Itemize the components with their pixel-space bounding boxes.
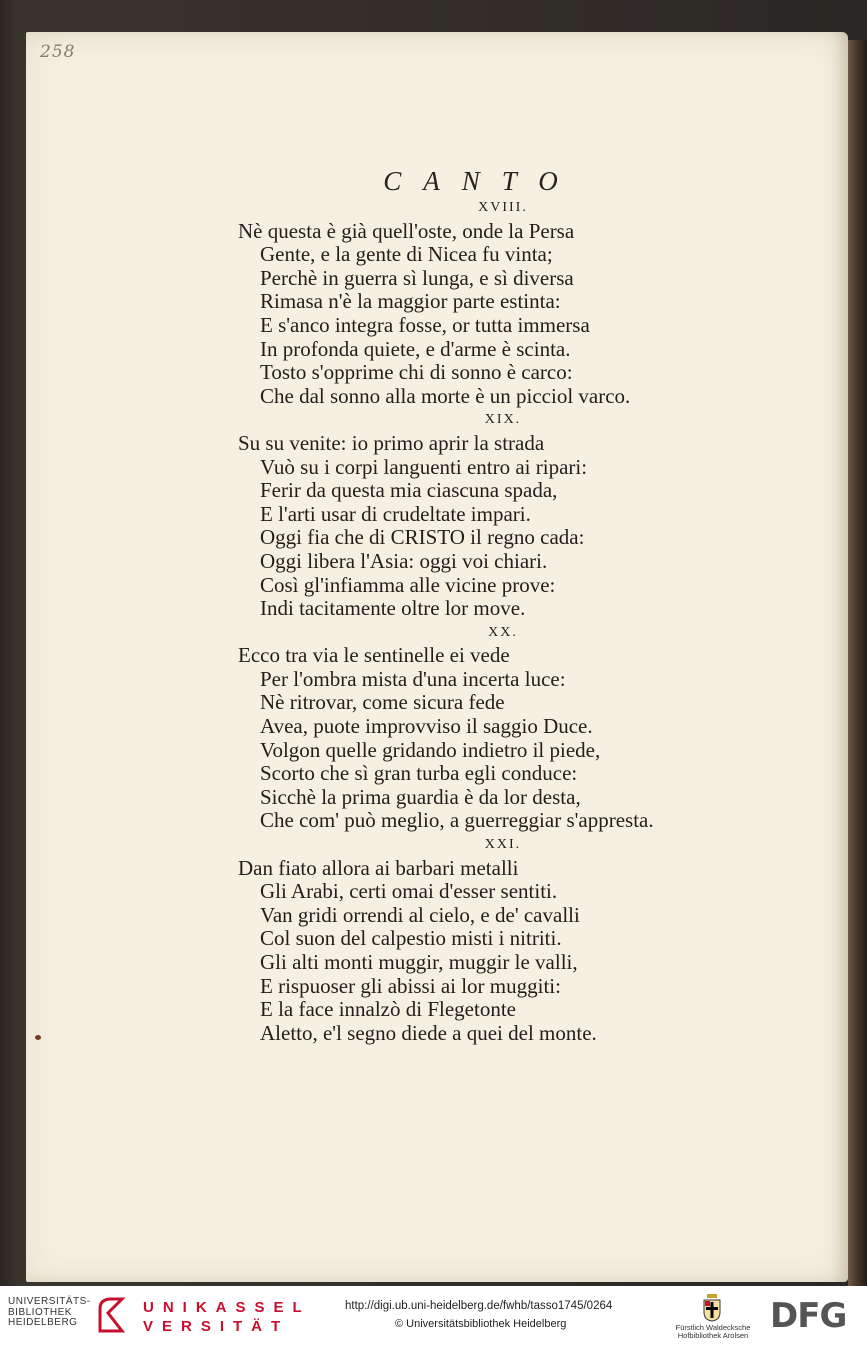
verse-line: Sicchè la prima guardia è da lor desta,	[260, 784, 581, 809]
canto-title: CANTO	[383, 166, 580, 196]
uni-kassel-logo[interactable]: UNIKASSEL VERSITÄT	[143, 1299, 311, 1335]
verse-line: Avea, puote improvviso il saggio Duce.	[260, 714, 593, 739]
verse-line: E l'arti usar di crudeltate impari.	[260, 501, 531, 526]
stanza-number: XVIII.	[478, 200, 528, 215]
verse-line: E s'anco integra fosse, or tutta immersa	[260, 312, 590, 337]
verse-line: Ferir da questa mia ciascuna spada,	[260, 478, 558, 503]
verse-line: Tosto s'opprime chi di sonno è carco:	[260, 360, 573, 385]
verse-line: E la face innalzò di Flegetonte	[260, 997, 516, 1022]
verse-line: Indi tacitamente oltre lor move.	[260, 596, 526, 621]
dfg-logo[interactable]: DFG	[770, 1296, 847, 1336]
verse-line: Oggi libera l'Asia: oggi voi chiari.	[260, 548, 548, 573]
verse-line: Ecco tra via le sentinelle ei vede	[238, 643, 510, 668]
verse-line: In profonda quiete, e d'arme è scinta.	[260, 336, 571, 361]
verse-line: Perchè in guerra sì lunga, e sì diversa	[260, 265, 574, 290]
arolsen-library-text: Fürstlich Waldecksche Hofbibliothek Arolsen	[675, 1323, 751, 1340]
verse-line: Rimasa n'è la maggior parte estinta:	[260, 289, 561, 314]
verse-line: Van gridi orrendi al cielo, e de' cavalli	[260, 902, 580, 927]
verse-line: Che dal sonno alla morte è un picciol varco.	[260, 383, 631, 408]
poem-body	[238, 196, 758, 1045]
verse-line: Vuò su i corpi languenti entro ai ripari:	[260, 454, 588, 479]
ink-spot	[35, 1035, 41, 1040]
ub-heidelberg-logo-text[interactable]: UNIVERSITÄTS- BIBLIOTHEK HEIDELBERG	[8, 1296, 91, 1328]
ub-heidelberg-emblem-icon[interactable]	[96, 1295, 126, 1335]
stanza-number: XXI.	[484, 837, 522, 853]
verse-line: Nè questa è già quell'oste, onde la Persa	[238, 218, 575, 243]
verse-line: Gli Arabi, certi omai d'esser sentiti.	[260, 879, 558, 904]
verse-line: Volgon quelle gridando indietro il piede,	[260, 737, 601, 762]
verse-line: Oggi fia che di CRISTO il regno cada:	[260, 525, 585, 550]
verse-line: Nè ritrovar, come sicura fede	[260, 690, 505, 715]
verse-line: Che com' può meglio, a guerreggiar s'appresta.	[260, 808, 654, 833]
verse-line: Così gl'infiamma alle vicine prove:	[260, 572, 556, 597]
verse-line: Col suon del calpestio misti i nitriti.	[260, 926, 562, 951]
stanza-number: XIX.	[484, 412, 522, 428]
verse-line: Gente, e la gente di Nicea fu vinta;	[260, 242, 553, 267]
permalink-url[interactable]: http://digi.ub.uni-heidelberg.de/fwhb/tasso1745/0264	[345, 1300, 613, 1312]
verse-line: Gli alti monti muggir, muggir le valli,	[260, 950, 578, 974]
verse-line: Scorto che sì gran turba egli conduce:	[260, 761, 578, 786]
verse-line: Dan fiato allora ai barbari metalli	[238, 855, 519, 880]
copyright-notice: © Universitätsbibliothek Heidelberg	[395, 1318, 567, 1330]
verse-line: Su su venite: io primo aprir la strada	[238, 430, 545, 455]
arolsen-crest-icon[interactable]	[702, 1292, 722, 1322]
book-spine	[848, 40, 867, 1286]
verse-line: Per l'ombra mista d'una incerta luce:	[260, 666, 566, 691]
verse-line: E rispuoser gli abissi ai lor muggiti:	[260, 973, 561, 998]
stanza-number: XX.	[488, 624, 518, 640]
verse-line: Aletto, e'l segno diede a quei del monte.	[260, 1020, 597, 1045]
footer-bar	[0, 1286, 867, 1347]
page-number: 258	[40, 42, 76, 62]
